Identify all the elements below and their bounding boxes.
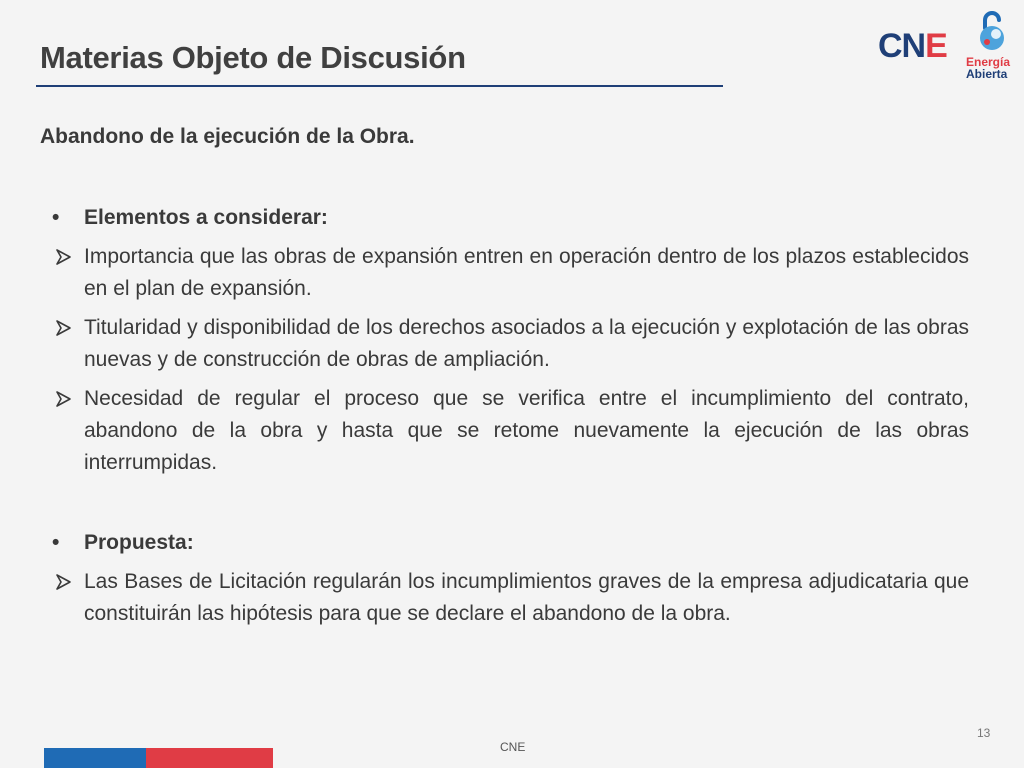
padlock-icon — [977, 8, 1007, 54]
footer-bar-blue — [44, 748, 146, 768]
list-item — [44, 241, 969, 305]
arrow-bullet-icon — [54, 248, 72, 266]
title-underline — [36, 85, 723, 87]
list-item — [44, 383, 969, 479]
section-heading: • Propuesta: — [44, 527, 969, 559]
footer-bar-red — [146, 748, 273, 768]
list-item-text: Titularidad y disponibilidad de los derechos asociados a la ejecución y explotación de las obras nuevas y de construcción de obras de ampliación. — [84, 316, 969, 371]
list-item-text: Las Bases de Licitación regularán los incumplimientos graves de la empresa adjudicataria que constituirán las hipótesis para que se declare el abandono de la obra. — [84, 570, 969, 625]
cne-logo — [878, 28, 948, 64]
arrow-bullet-icon — [54, 573, 72, 591]
section-propuesta — [84, 527, 969, 630]
arrow-bullet-icon — [54, 319, 72, 337]
list-item-text: Importancia que las obras de expansión entren en operación dentro de los plazos establecidos en el plan de expansión. — [84, 245, 969, 300]
page-number: 13 — [977, 726, 991, 740]
energia-label: Energía — [966, 55, 1011, 69]
slide-title: Materias Objeto de Discusión — [40, 40, 466, 75]
list-item-text: Necesidad de regular el proceso que se verifica entre el incumplimiento del contrato, abandono de la obra y hasta que se retome nuevamente la ejecución de las obras interrumpidas. — [84, 387, 969, 474]
slide-content — [40, 125, 970, 157]
footer-label: CNE — [500, 740, 526, 754]
slide-subtitle: Abandono de la ejecución de la Obra. — [40, 125, 415, 148]
list-item — [44, 312, 969, 376]
cne-logo-e: E — [925, 27, 947, 65]
abierta-label: Abierta — [966, 67, 1008, 81]
cne-logo-text: CN — [878, 27, 926, 65]
list-item — [44, 566, 969, 630]
section-heading: • Elementos a considerar: — [44, 202, 969, 234]
section-elementos — [84, 202, 969, 479]
arrow-bullet-icon — [54, 390, 72, 408]
energia-abierta-logo — [962, 8, 1022, 84]
